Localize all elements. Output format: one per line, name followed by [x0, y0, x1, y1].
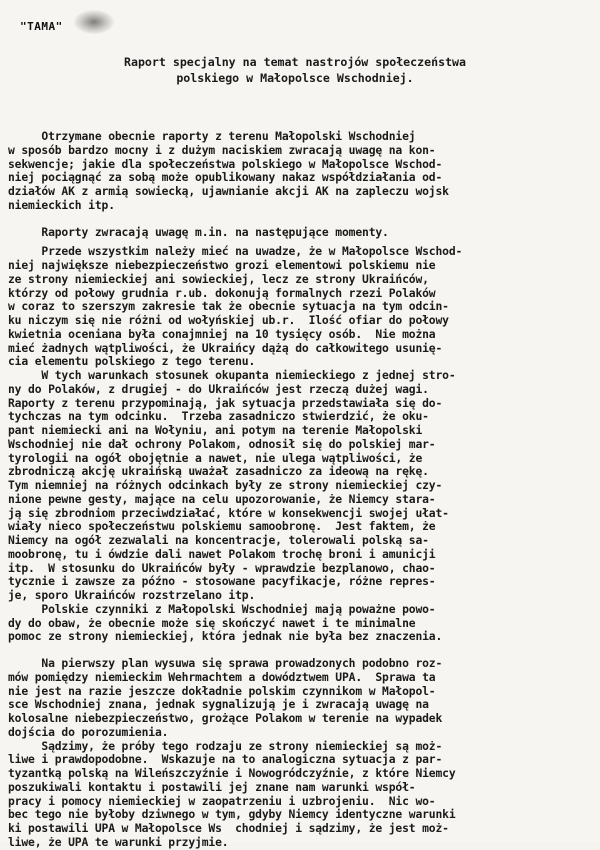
text-line: nie jest na razie jeszcze dokładnie polskim czynnikom w Małopol-: [8, 684, 436, 698]
text-line: w sposób bardzo mocny i z dużym naciskiem zwracają uwagę na kon-: [8, 143, 436, 157]
text-line: Niemcy na ogół zezwalali na koncentracje, tolerowali polską sa-: [8, 534, 429, 547]
paragraph: [8, 245, 592, 644]
text-line: Polskie czynniki z Małopolski Wschodniej mają poważne powo-: [8, 602, 436, 616]
text-line: Raporty zwracają uwagę m.in. na następujące momenty.: [8, 225, 389, 239]
text-line: W tych warunkach stosunek okupanta niemieckiego z jednej stro-: [8, 369, 456, 382]
text-line: Otrzymane obecnie raporty z terenu Małopolski Wschodniej: [8, 130, 416, 143]
text-line: ku niczym się nie różni od wołyńskiej ub.r. Ilość ofiar do połowy: [8, 314, 449, 327]
text-line: ki postawili UPA w Małopolsce Ws chodniej i sądzimy, że jest moż-: [8, 822, 449, 835]
text-line: pracy i pomocy niemieckiej w zaopatrzeniu i uzbrojeniu. Nic wo-: [8, 794, 436, 808]
text-line: dojścia do porozumienia.: [8, 725, 169, 739]
text-line: w coraz to szerszym zakresie tak że obecnie sytuacja na tym odcin-: [8, 300, 449, 314]
paragraph: [8, 130, 592, 213]
text-line: tychczas na tym odcinku. Trzeba zasadniczo stwierdzić, że oku-: [8, 410, 429, 424]
paragraph-gap: [8, 213, 592, 226]
text-line: sce Wschodniej znana, jednak sygnalizują je i zwracają uwagę na: [8, 698, 429, 712]
text-line: sekwencje; jakie dla społeczeństwa polskiego w Małopolsce Wschod-: [8, 157, 443, 171]
text-line: zbrodniczą akcję ukraińską uważał zasadniczo za ideową na rękę.: [8, 465, 429, 479]
text-line: liwe, że UPA te warunki przyjmie.: [8, 835, 229, 849]
text-line: kolosalne niebezpieczeństwo, grożące Polakom w terenie na wypadek: [8, 712, 443, 725]
text-line: tycznie i zawsze za późno - stosowane pacyfikacje, różne repres-: [8, 575, 436, 589]
text-line: cia elementu polskiego z tego terenu.: [8, 355, 256, 369]
text-line: działów AK z armią sowiecką, ujawnianie akcji AK na zapleczu wojsk: [8, 185, 449, 198]
text-line: pant niemiecki ani na Wołyniu, ani potym na terenie Małopolski: [8, 424, 423, 437]
text-line: ny do Polaków, z drugiej - do Ukraińców jest rzeczą dużej wagi.: [8, 382, 429, 396]
text-line: tyrologii na ogół obojętnie a nawet, nie ulega wątpliwości, że: [8, 451, 423, 465]
text-line: itp. W stosunku do Ukraińców były - wprawdzie bezplanowo, chao-: [8, 561, 436, 575]
title-line: Raport specjalny na temat nastrojów społeczeństwa: [123, 55, 467, 69]
ink-smudge: [74, 10, 114, 34]
title-line: polskiego w Małopolsce Wschodniej.: [176, 71, 414, 85]
text-line: wiały nieco społeczeństwu polskiemu samoobronę. Jest faktem, że: [8, 520, 436, 534]
text-line: Raporty z terenu przypominają, jak sytuacja przedstawiała się do-: [8, 396, 443, 410]
text-line: ją się zbrodniom przeciwdziałać, które w konsekwencji swojej ułat-: [8, 506, 449, 520]
text-line: Na pierwszy plan wysuwa się sprawa prowadzonych podobno roz-: [8, 657, 443, 670]
text-line: nione pewne gesty, mające na celu upozorowanie, że Niemcy stara-: [8, 492, 436, 506]
text-line: pomoc ze strony niemieckiej, która jednak nie była bez znaczenia.: [8, 630, 443, 644]
text-line: niemieckich itp.: [8, 198, 115, 212]
text-line: Wschodniej nie dał ochrony Polakom, odnosił się do polskiej mar-: [8, 437, 436, 451]
text-line: Sądzimy, że próby tego rodzaju ze strony niemieckiej są moż-: [8, 739, 443, 753]
text-line: niej pociągnąć za sobą może opublikowany nakaz współdziałania od-: [8, 171, 443, 185]
paragraph-gap: [8, 644, 592, 657]
document-body: [8, 130, 592, 850]
text-line: liwe i prawdopodobne. Wskazuje na to analogiczna sytuacja z par-: [8, 753, 443, 767]
text-line: mów pomiędzy niemieckim Wehrmachtem a dowództwem UPA. Sprawa ta: [8, 670, 436, 684]
text-line: mieć żadnych wątpliwości, że Ukraińcy dążą do całkowitego usunię-: [8, 341, 443, 355]
text-line: moobronę, tu i ówdzie dali nawet Polakom trochę broni i amunicji: [8, 547, 436, 561]
text-line: kwietnia oceniana była conajmniej na 10 tysięcy osób. Nie można: [8, 327, 436, 341]
text-line: Tym niemniej na różnych odcinkach były ze strony niemieckiej czy-: [8, 479, 443, 492]
header-stamp: "TAMA": [20, 20, 63, 33]
text-line: poszukiwali kontaktu i postawili jej znane nam warunki współ-: [8, 780, 416, 794]
text-line: je, sporo Ukraińców rozstrzelano itp.: [8, 589, 256, 602]
paragraph: [8, 657, 592, 850]
text-line: ze strony niemieckiej ani sowieckiej, lecz ze strony Ukraińców,: [8, 272, 429, 286]
text-line: Przede wszystkim należy mieć na uwadze, że w Małopolsce Wschod-: [8, 245, 463, 259]
text-line: dy do obaw, że obecnie może się skończyć nawet i te minimalne: [8, 616, 416, 630]
text-line: którzy od połowy grudnia r.ub. dokonują formalnych rzezi Polaków: [8, 286, 436, 300]
text-line: tyzantką polską na Wileńszczyźnie i Nowogródczyźnie, z które Niemcy: [8, 767, 456, 780]
text-line: bec tego nie byłoby dziwnego w tym, gdyby Niemcy identyczne warunki: [8, 808, 456, 822]
text-line: niej największe niebezpieczeństwo grozi elementowi polskiemu nie: [8, 259, 436, 272]
paragraph: [8, 226, 592, 240]
document-title: [60, 54, 530, 86]
